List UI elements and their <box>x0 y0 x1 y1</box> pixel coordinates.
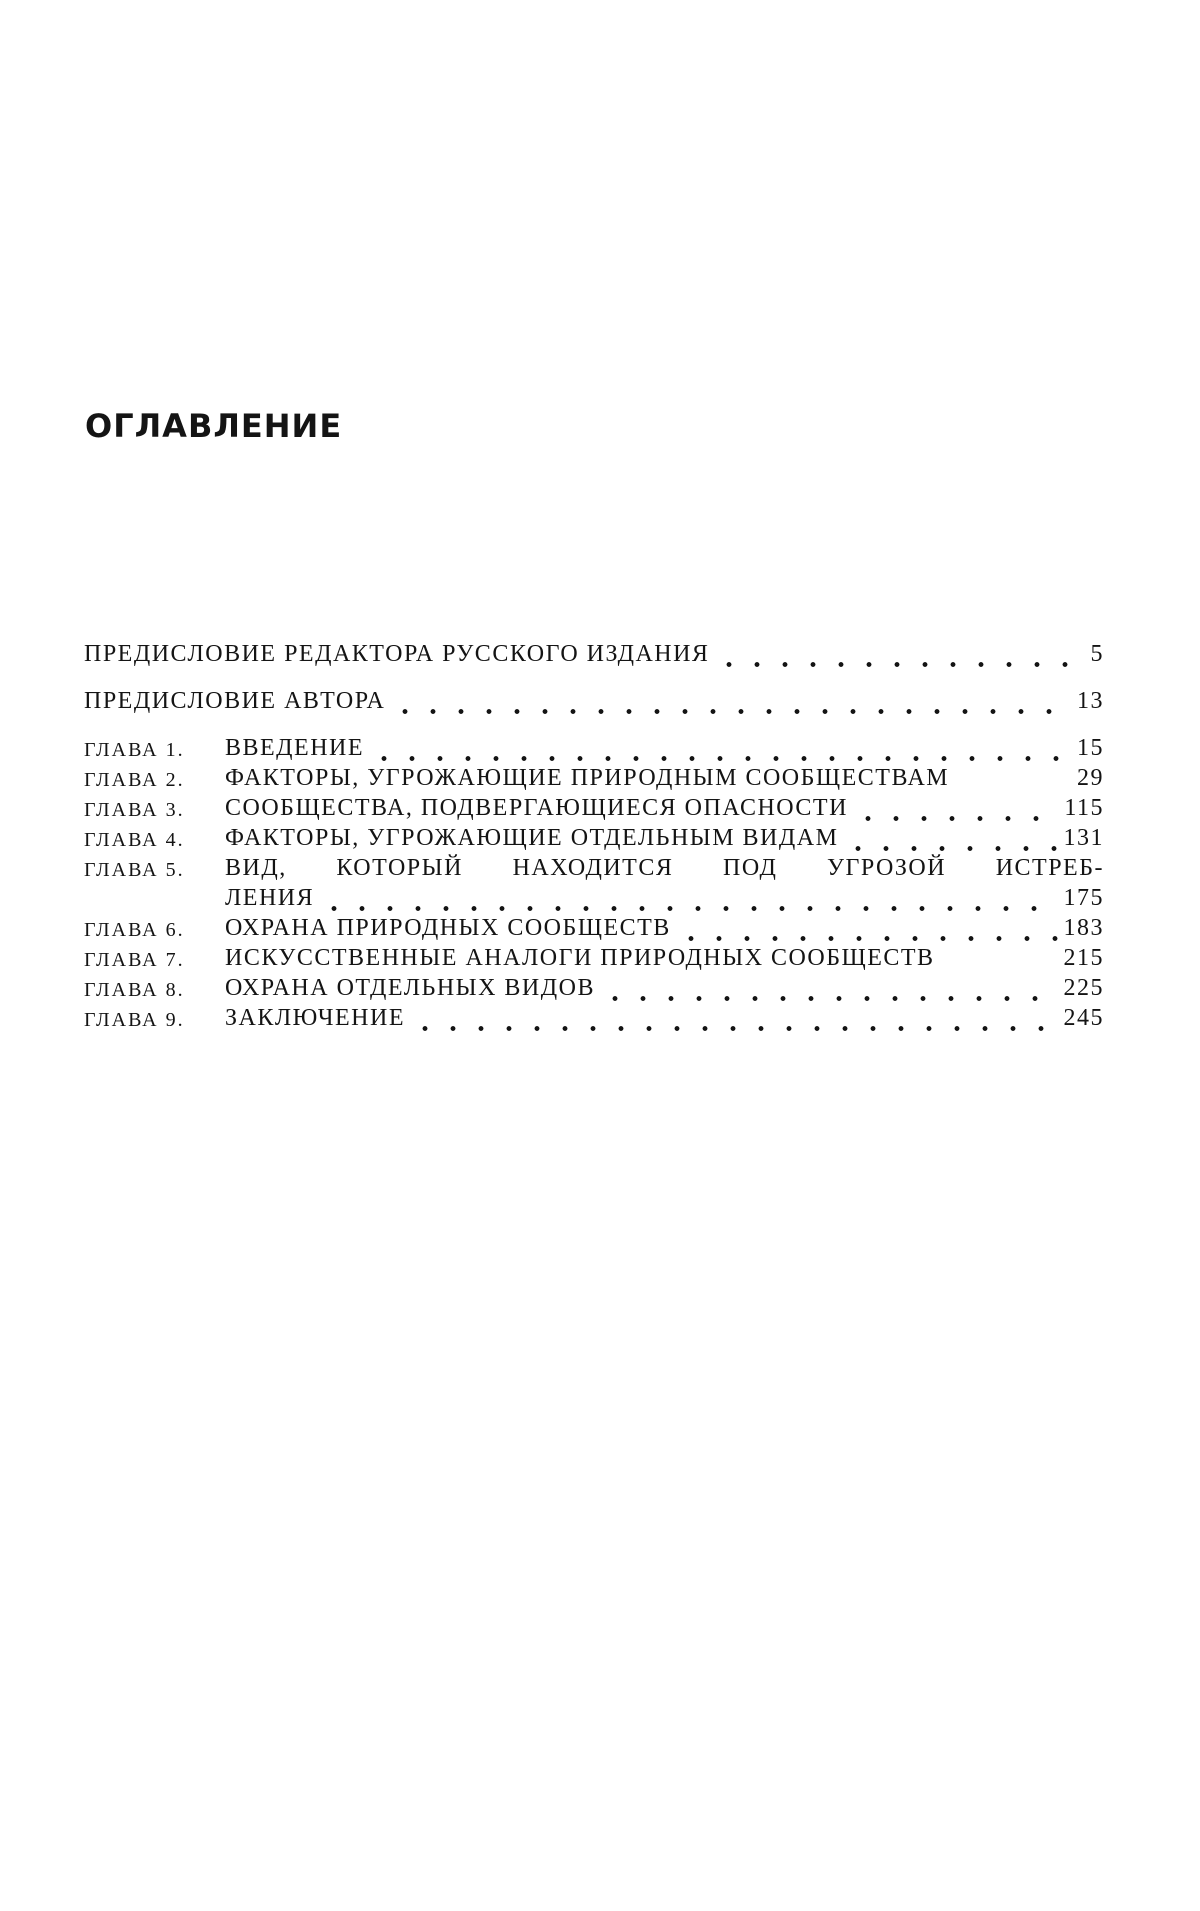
toc-entry-chapter-5[interactable] <box>84 852 1104 912</box>
dot-leader <box>601 976 1058 1002</box>
toc-entry-page: 225 <box>1063 975 1104 1001</box>
toc-entry-chapter-2[interactable] <box>84 762 1104 792</box>
toc-entry-page: 183 <box>1063 915 1104 941</box>
toc-entry-chapter-7[interactable] <box>84 942 1104 972</box>
toc-entry-title-line-2: ЛЕНИЯ <box>225 885 315 911</box>
table-of-contents <box>84 638 1104 1032</box>
toc-entry-page: 5 <box>1090 641 1104 667</box>
toc-entry-chapter: ГЛАВА 6. <box>84 919 185 941</box>
toc-entry-chapter: ГЛАВА 9. <box>84 1009 185 1031</box>
toc-entry-chapter: ГЛАВА 5. <box>84 859 185 881</box>
toc-entry-chapter-4[interactable] <box>84 822 1104 852</box>
toc-entry-title: ПРЕДИСЛОВИЕ АВТОРА <box>84 688 386 714</box>
dot-leader <box>370 736 1071 762</box>
toc-entry-chapter-9[interactable] <box>84 1002 1104 1032</box>
toc-entry-chapter-1[interactable] <box>84 732 1104 762</box>
toc-entry-editor-preface[interactable] <box>84 638 1104 668</box>
dot-leader <box>854 796 1058 822</box>
toc-entry-chapter: ГЛАВА 3. <box>84 799 185 821</box>
dot-leader <box>715 642 1084 668</box>
toc-entry-chapter: ГЛАВА 8. <box>84 979 185 1001</box>
dot-leader <box>953 766 1073 792</box>
toc-entry-page: 245 <box>1063 1005 1104 1031</box>
toc-entry-page: 131 <box>1063 825 1104 851</box>
toc-entry-chapter-3[interactable] <box>84 792 1104 822</box>
dot-leader <box>320 886 1057 912</box>
dot-leader <box>391 689 1071 715</box>
dot-leader <box>677 916 1058 942</box>
toc-entry-chapter-6[interactable] <box>84 912 1104 942</box>
toc-entry-second-line <box>84 882 1104 912</box>
toc-entry-chapter: ГЛАВА 7. <box>84 949 185 971</box>
toc-entry-title: ФАКТОРЫ, УГРОЖАЮЩИЕ ОТДЕЛЬНЫМ ВИДАМ <box>225 825 839 851</box>
page-title: ОГЛАВЛЕНИЕ <box>85 407 343 445</box>
toc-entry-page: 215 <box>1063 945 1104 971</box>
toc-entry-page: 13 <box>1077 688 1104 714</box>
toc-entry-chapter: ГЛАВА 4. <box>84 829 185 851</box>
dot-leader <box>939 946 1060 972</box>
toc-entry-title: ВВЕДЕНИЕ <box>225 735 365 761</box>
toc-entry-page: 15 <box>1077 735 1104 761</box>
toc-entry-title: ОХРАНА ОТДЕЛЬНЫХ ВИДОВ <box>225 975 595 1001</box>
toc-entry-title: СООБЩЕСТВА, ПОДВЕРГАЮЩИЕСЯ ОПАСНОСТИ <box>225 795 848 821</box>
dot-leader <box>411 1006 1058 1032</box>
toc-entry-title: ОХРАНА ПРИРОДНЫХ СООБЩЕСТВ <box>225 915 671 941</box>
toc-entry-title-line-1: ВИД, КОТОРЫЙ НАХОДИТСЯ ПОД УГРОЗОЙ ИСТРЕБ- <box>225 855 1104 881</box>
toc-entry-page: 175 <box>1063 885 1104 911</box>
toc-entry-page: 29 <box>1077 765 1104 791</box>
toc-entry-author-preface[interactable] <box>84 685 1104 715</box>
toc-entry-title: ФАКТОРЫ, УГРОЖАЮЩИЕ ПРИРОДНЫМ СООБЩЕСТВАМ <box>225 765 950 791</box>
toc-entry-title: ИСКУССТВЕННЫЕ АНАЛОГИ ПРИРОДНЫХ СООБЩЕСТВ <box>225 945 935 971</box>
toc-entry-chapter: ГЛАВА 2. <box>84 769 185 791</box>
toc-entry-chapter-8[interactable] <box>84 972 1104 1002</box>
toc-entry-title: ЗАКЛЮЧЕНИЕ <box>225 1005 405 1031</box>
toc-entry-title: ПРЕДИСЛОВИЕ РЕДАКТОРА РУССКОГО ИЗДАНИЯ <box>84 641 710 667</box>
dot-leader <box>844 826 1057 852</box>
toc-entry-page: 115 <box>1064 795 1104 821</box>
toc-entry-chapter: ГЛАВА 1. <box>84 739 185 761</box>
toc-entry-first-line <box>84 852 1104 882</box>
